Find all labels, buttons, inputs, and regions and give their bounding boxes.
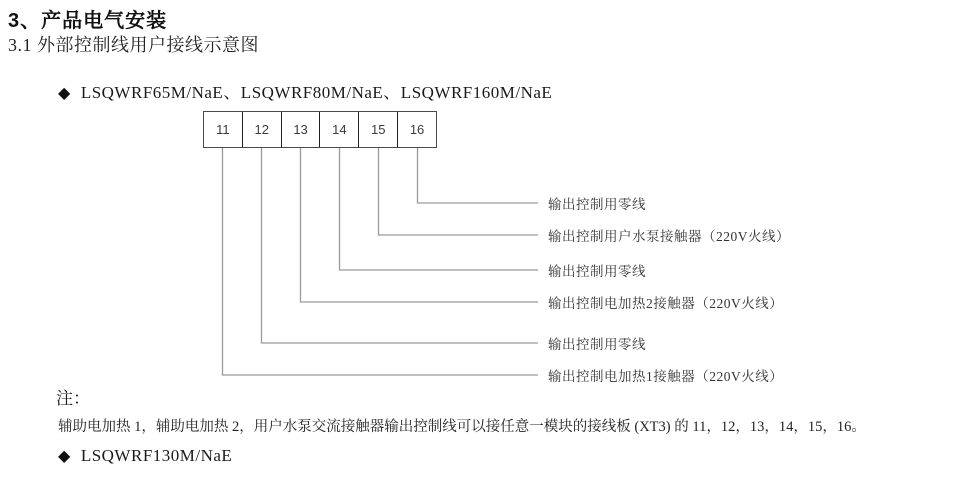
wire-terminal-11 [223, 148, 539, 375]
model-list-secondary [58, 446, 232, 466]
wire-label-terminal-14: 输出控制用零线 [548, 264, 646, 279]
terminal-cell-15: 15 [359, 112, 398, 147]
model-list-secondary-text: LSQWRF130M/NaE [80, 446, 233, 465]
note-text: 辅助电加热 1，辅助电加热 2，用户水泵交流接触器输出控制线可以接任意一模块的接线板 (XT3) 的 11，12，13，14，15，16。 [58, 419, 866, 435]
section-subtitle: 3.1 外部控制线用户接线示意图 [8, 35, 259, 55]
diamond-bullet-icon: ◆ [58, 448, 71, 465]
terminal-cell-13: 13 [282, 112, 321, 147]
terminal-block [203, 111, 437, 148]
wire-terminal-12 [262, 148, 539, 343]
model-list-primary-text: LSQWRF65M/NaE、LSQWRF80M/NaE、LSQWRF160M/NaE [80, 83, 553, 102]
terminal-cell-16: 16 [409, 122, 425, 137]
page-title: 3、产品电气安装 [8, 10, 168, 32]
wire-label-terminal-12: 输出控制用零线 [548, 337, 646, 352]
wire-label-terminal-11: 输出控制电加热1接触器（220V火线） [548, 369, 784, 384]
terminal-cell-11: 11 [204, 112, 243, 147]
wire-label-terminal-13: 输出控制电加热2接触器（220V火线） [548, 296, 784, 311]
terminal-cell-12: 12 [243, 112, 282, 147]
wire-terminal-16 [418, 148, 539, 203]
wire-label-terminal-16: 输出控制用零线 [548, 197, 646, 212]
wire-terminal-15 [379, 148, 539, 235]
wire-label-terminal-15: 输出控制用户水泵接触器（220V火线） [548, 229, 790, 244]
note-label: 注： [56, 389, 90, 408]
model-list-primary [58, 78, 552, 103]
wire-terminal-13 [301, 148, 539, 302]
terminal-cell-14: 14 [320, 112, 359, 147]
diamond-bullet-icon: ◆ [58, 85, 71, 102]
wire-terminal-14 [340, 148, 539, 270]
